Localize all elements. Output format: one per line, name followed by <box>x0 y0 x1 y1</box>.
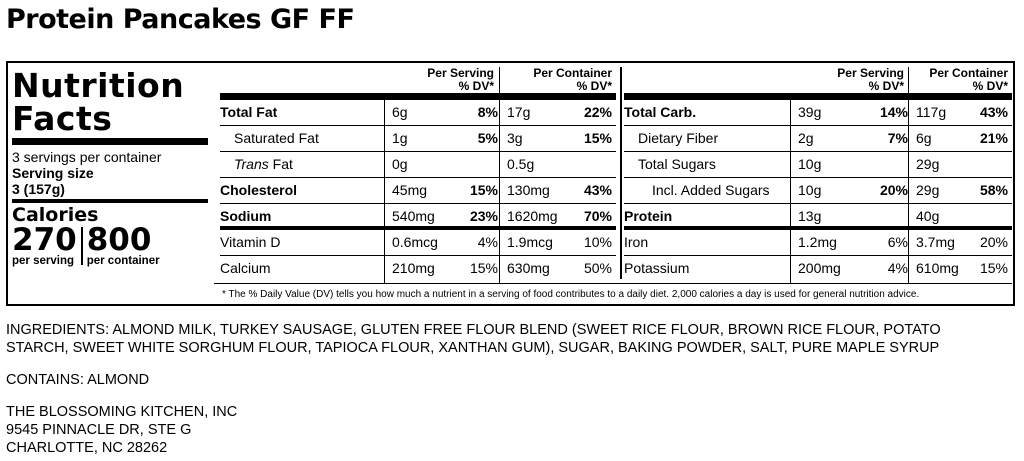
container-amount: 1.9mcg <box>507 234 553 250</box>
table-header <box>220 67 616 100</box>
nutrient-row <box>220 256 616 281</box>
header-per-serving: Per Serving % DV* <box>427 66 494 93</box>
nutrient-row <box>220 230 616 256</box>
serving-dv: 5% <box>477 130 498 146</box>
nutrient-row <box>220 178 616 204</box>
nutrient-name: Cholesterol <box>220 182 298 198</box>
column-divider <box>384 100 385 283</box>
nutrient-row <box>624 126 1012 152</box>
container-amount: 29g <box>916 156 940 172</box>
nutrient-name: Trans Fat <box>234 156 293 172</box>
allergen-statement: CONTAINS: ALMOND <box>6 372 150 388</box>
nutrient-row <box>624 204 1012 230</box>
serving-dv: 14% <box>879 104 908 120</box>
calories-per-container-label: per container <box>86 255 160 267</box>
header-per-serving: Per Serving % DV* <box>837 66 904 93</box>
calories-per-serving-label: per serving <box>12 255 74 267</box>
serving-dv: 15% <box>469 182 498 198</box>
manufacturer-name: THE BLOSSOMING KITCHEN, INC <box>6 404 238 420</box>
nutrient-name: Total Fat <box>220 104 278 120</box>
nutrient-row <box>624 256 1012 281</box>
container-amount: 6g <box>916 130 932 146</box>
nutrient-name: Total Carb. <box>624 104 697 120</box>
container-amount: 17g <box>507 104 531 120</box>
nutrition-label <box>6 61 1015 306</box>
container-amount: 40g <box>916 208 940 224</box>
container-amount: 3g <box>507 130 523 146</box>
serving-dv: 8% <box>477 104 498 120</box>
container-dv: 22% <box>583 104 612 120</box>
container-dv: 20% <box>979 234 1008 250</box>
serving-dv: 15% <box>469 260 498 276</box>
serving-amount: 2g <box>798 130 814 146</box>
serving-amount: 200mg <box>798 260 841 276</box>
serving-dv: 20% <box>879 182 908 198</box>
serving-amount: 39g <box>798 104 822 120</box>
footnote-divider <box>214 283 1012 284</box>
serving-dv: 4% <box>477 234 498 250</box>
serving-amount: 10g <box>798 182 822 198</box>
manufacturer-street: 9545 PINNACLE DR, STE G <box>6 422 192 438</box>
container-amount: 610mg <box>916 260 959 276</box>
serving-amount: 540mg <box>392 208 435 224</box>
nutrient-row <box>624 230 1012 256</box>
nutrient-row <box>220 204 616 230</box>
nutrient-table-right <box>624 67 1012 281</box>
container-dv: 15% <box>979 260 1008 276</box>
serving-amount: 0g <box>392 156 408 172</box>
manufacturer-city: CHARLOTTE, NC 28262 <box>6 440 168 456</box>
container-amount: 130mg <box>507 182 550 198</box>
container-dv: 15% <box>583 130 612 146</box>
heading-text: Nutrition Facts <box>12 66 185 138</box>
nutrient-name: Iron <box>624 234 649 250</box>
ingredients-line-2: STARCH, SWEET WHITE SORGHUM FLOUR, TAPIOCA FLOUR, XANTHAN GUM), SUGAR, BAKING POWDER, SALT, PURE MAPLE SYRUP <box>6 340 940 356</box>
nutrient-table-left <box>220 67 616 281</box>
container-dv: 43% <box>583 182 612 198</box>
container-dv: 43% <box>979 104 1008 120</box>
nutrient-row <box>624 152 1012 178</box>
ingredients-line-1: INGREDIENTS: ALMOND MILK, TURKEY SAUSAGE, GLUTEN FREE FLOUR BLEND (SWEET RICE FLOUR, BROWN RICE FLOUR, POTATO <box>6 322 941 338</box>
nutrient-name: Protein <box>624 208 673 224</box>
header-per-container: Per Container % DV* <box>533 66 612 93</box>
nutrient-name: Incl. Added Sugars <box>652 182 770 198</box>
nutrient-row <box>624 178 1012 204</box>
column-divider <box>908 67 909 283</box>
nutrient-row <box>624 100 1012 126</box>
nutrient-name: Sodium <box>220 208 272 224</box>
container-amount: 117g <box>916 104 947 120</box>
header-per-container: Per Container % DV* <box>929 66 1008 93</box>
divider-medium <box>12 199 208 203</box>
serving-amount: 210mg <box>392 260 435 276</box>
table-header <box>624 67 1012 100</box>
nutrient-name: Potassium <box>624 260 690 276</box>
product-title: Protein Pancakes GF FF <box>6 4 355 35</box>
column-divider <box>499 67 500 283</box>
serving-size-value: 3 (157g) <box>12 181 65 197</box>
container-dv: 21% <box>979 130 1008 146</box>
serving-amount: 1.2mg <box>798 234 837 250</box>
calories-divider <box>81 227 83 265</box>
calories-label: Calories <box>12 204 99 226</box>
nutrient-name: Vitamin D <box>220 234 281 250</box>
nutrient-row <box>220 100 616 126</box>
serving-amount: 0.6mcg <box>392 234 438 250</box>
calories-row <box>12 222 212 268</box>
column-divider <box>790 100 791 283</box>
serving-amount: 10g <box>798 156 822 172</box>
nutrition-facts-heading <box>12 66 212 138</box>
serving-amount: 45mg <box>392 182 428 198</box>
serving-amount: 6g <box>392 104 408 120</box>
container-amount: 0.5g <box>507 156 535 172</box>
nutrient-name: Total Sugars <box>638 156 716 172</box>
serving-dv: 6% <box>887 234 908 250</box>
nutrient-row <box>220 152 616 178</box>
footnote: * The % Daily Value (DV) tells you how much a nutrient in a serving of food contributes to a daily diet. 2,000 calories a day is used for general nutrition advice. <box>222 289 920 300</box>
container-amount: 1620mg <box>507 208 558 224</box>
serving-dv: 23% <box>469 208 498 224</box>
nutrient-name: Saturated Fat <box>234 130 319 146</box>
serving-amount: 13g <box>798 208 822 224</box>
serving-dv: 7% <box>887 130 908 146</box>
container-amount: 29g <box>916 182 940 198</box>
container-amount: 3.7mg <box>916 234 955 250</box>
nutrient-name: Dietary Fiber <box>638 130 719 146</box>
container-dv: 50% <box>583 260 612 276</box>
serving-amount: 1g <box>392 130 408 146</box>
divider-thick <box>12 138 208 145</box>
container-amount: 630mg <box>507 260 550 276</box>
calories-per-serving: 270 <box>12 222 77 258</box>
nutrient-name: Calcium <box>220 260 271 276</box>
container-dv: 70% <box>583 208 612 224</box>
table-divider <box>620 67 622 279</box>
serving-size-label: Serving size <box>12 165 94 181</box>
nutrient-row <box>220 126 616 152</box>
container-dv: 10% <box>583 234 612 250</box>
calories-per-container: 800 <box>86 222 152 258</box>
container-dv: 58% <box>979 182 1008 198</box>
serving-dv: 4% <box>887 260 908 276</box>
servings-per-container: 3 servings per container <box>12 149 162 165</box>
label-summary <box>12 65 212 270</box>
